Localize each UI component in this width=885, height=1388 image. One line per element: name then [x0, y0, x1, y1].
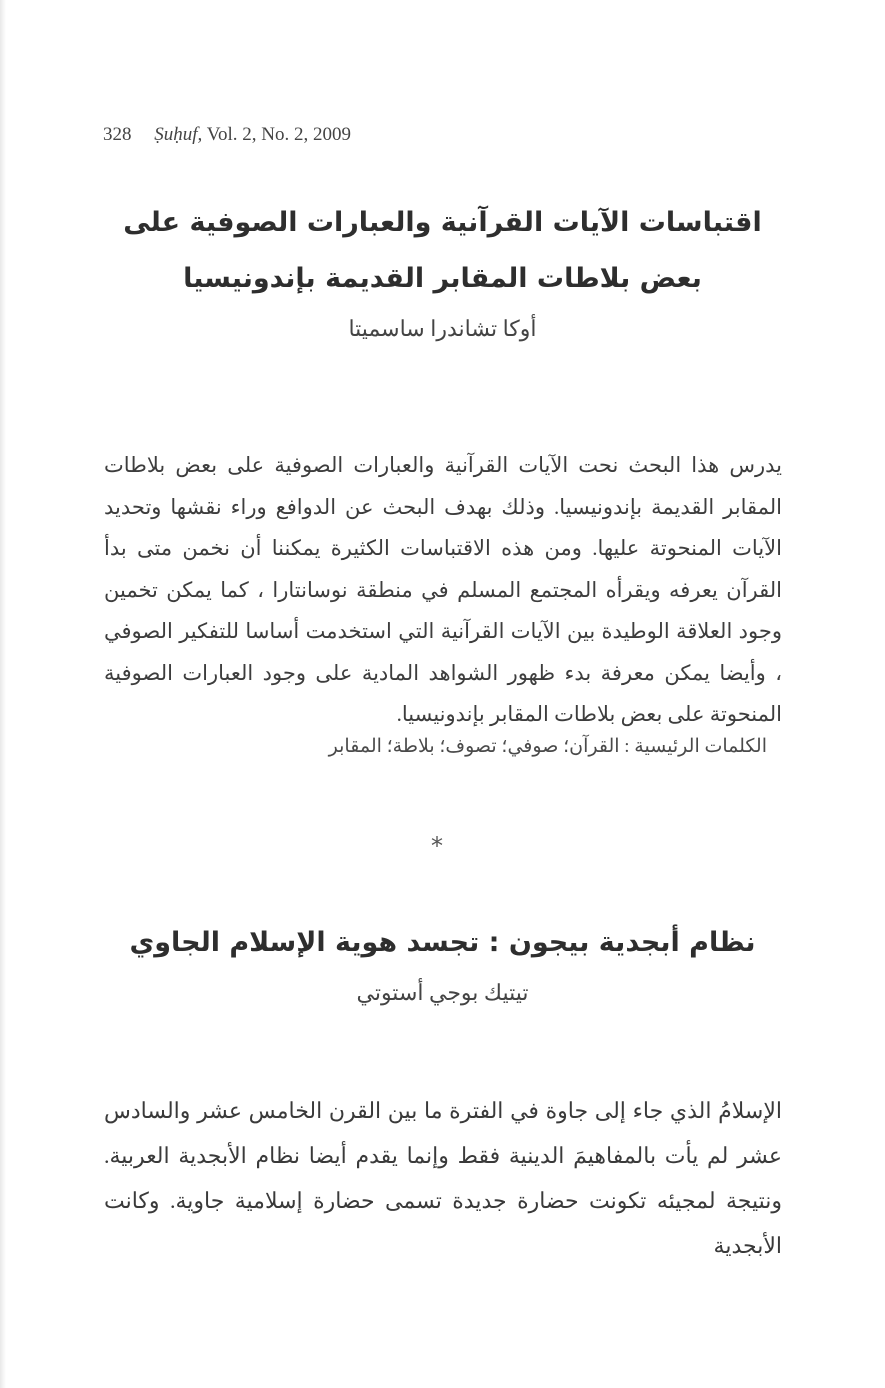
article-1-title: اقتباسات الآيات القرآنية والعبارات الصوفية على بعض بلاطات المقابر القديمة بإندونيسيا — [123, 207, 762, 294]
article-2-heading — [100, 915, 785, 1013]
article-2-author: تيتيك بوجي أستوتي — [356, 980, 529, 1005]
section-separator: * — [431, 832, 443, 860]
article-1-heading — [100, 195, 785, 349]
article-2-body: الإسلامُ الذي جاء إلى جاوة في الفترة ما بين القرن الخامس عشر والسادس عشر لم يأت بالمفاهيمَ الدينية فقط وإنما يقدم أيضا نظام الأبجدية العربية. ونتيجة لمجيئه تكونت حضارة جديدة تسمى حضارة إسلامية جاوية. وكانت الأبجدية — [104, 1098, 782, 1258]
article-1-keywords: الكلمات الرئيسية : القرآن؛ صوفي؛ تصوف؛ بلاطة؛ المقابر — [328, 736, 767, 757]
article-1-author: أوكا تشاندرا ساسميتا — [348, 316, 537, 341]
running-header — [103, 124, 351, 146]
article-1-abstract: يدرس هذا البحث نحت الآيات القرآنية والعبارات الصوفية على بعض بلاطات المقابر القديمة بإندونيسيا. وذلك بهدف البحث عن الدوافع وراء نقشها وتحديد الآيات المنحوتة عليها. ومن هذه الاقتباسات الكثيرة يمكننا أن نخمن متى بدأ القرآن يعرفه ويقرأه المجتمع المسلم في منطقة نوسانتارا ، كما يمكن تخمين وجود العلاقة الوطيدة بين الآيات القرآنية التي استخدمت أساسا للتفكير الصوفي ، وأيضا يمكن معرفة بدء ظهور الشواهد المادية على وجود العبارات الصوفية المنحوتة على بعض بلاطات المقابر بإندونيسيا. — [104, 453, 782, 726]
journal-name: Ṣuḥuf, — [154, 124, 203, 145]
article-2-title: نظام أبجدية بيجون : تجسد هوية الإسلام الجاوي — [129, 927, 756, 958]
page-edge-shadow — [0, 0, 6, 1388]
journal-volume: Vol. 2, No. 2, 2009 — [206, 124, 351, 145]
page-number: 328 — [103, 124, 132, 145]
